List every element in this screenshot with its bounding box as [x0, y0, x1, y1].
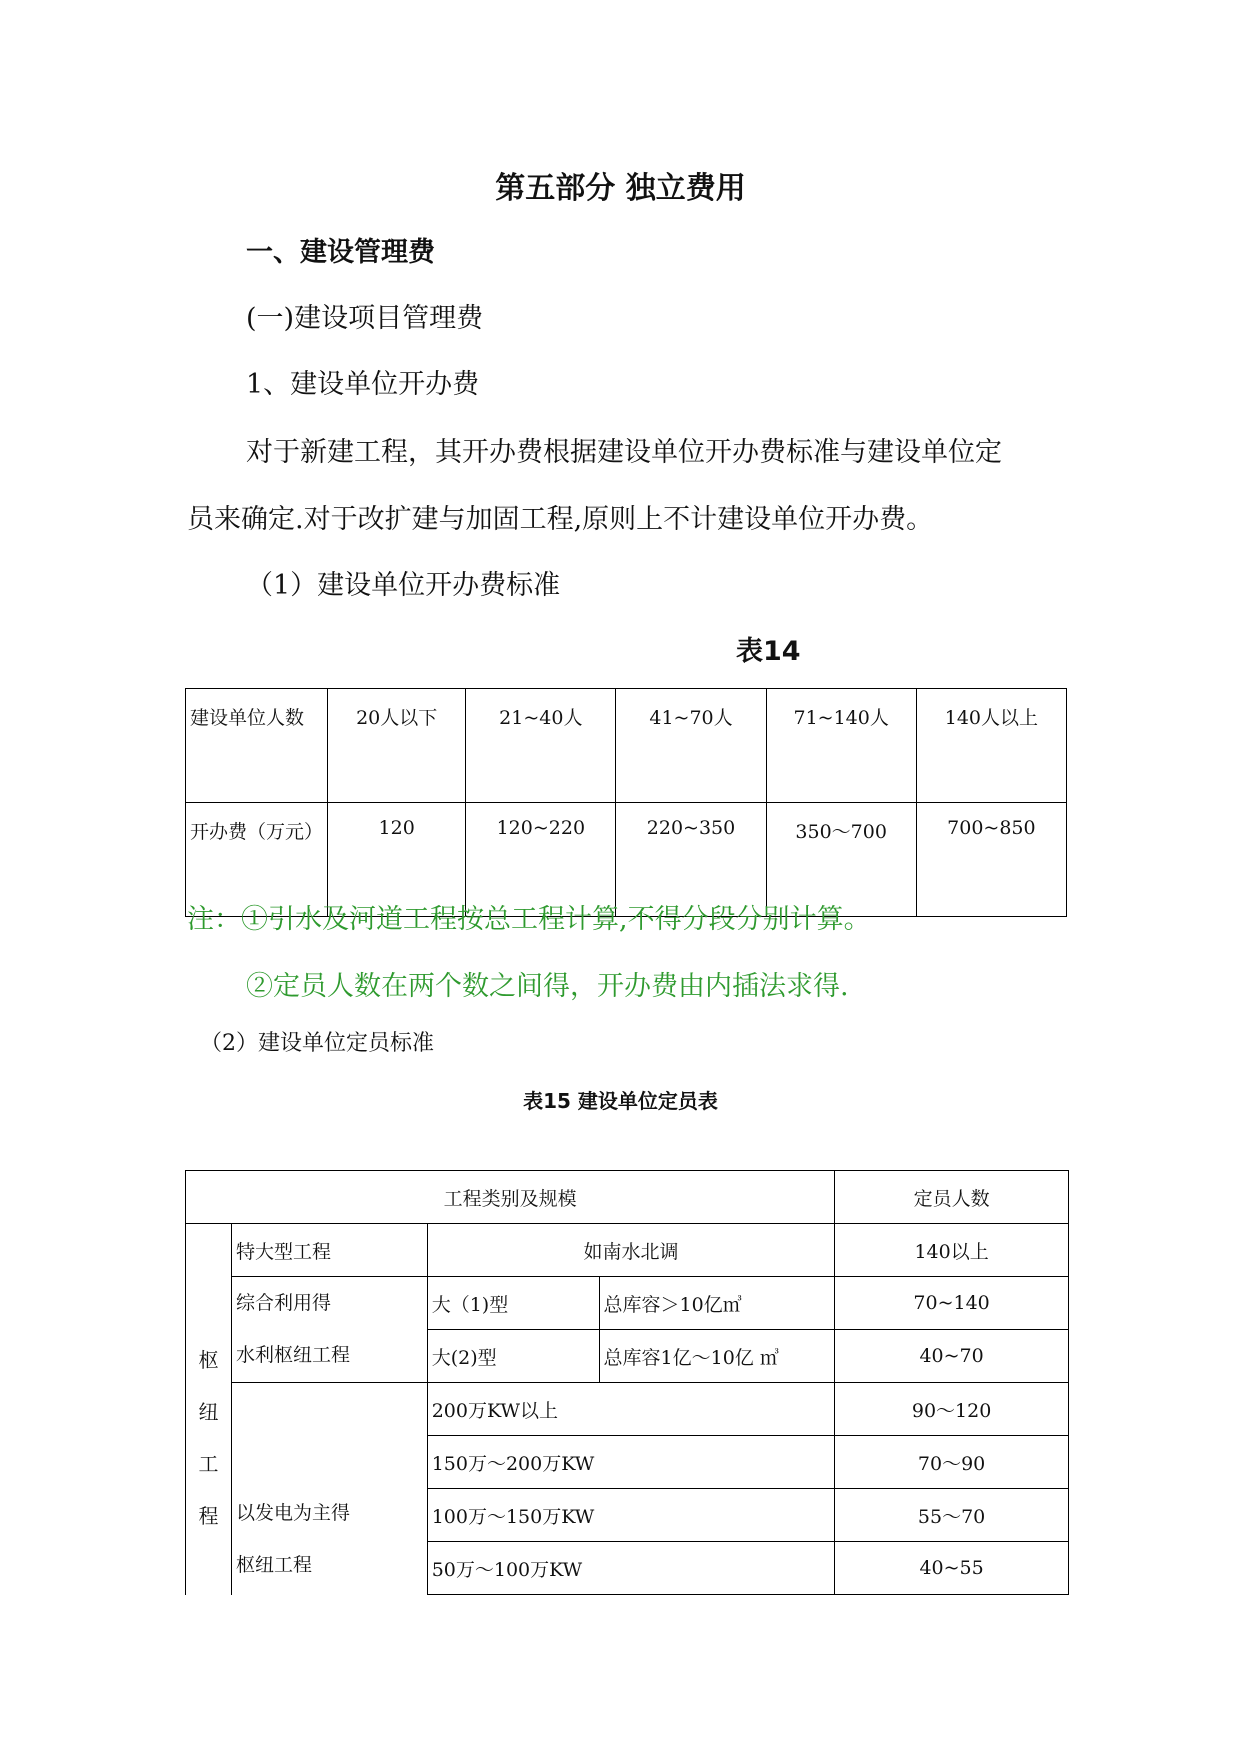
paragraph-line-2: 员来确定.对于改扩建与加固工程,原则上不计建设单位开办费。: [187, 504, 934, 535]
group-label-char: 纽: [198, 1400, 219, 1424]
table-header-cell: 工程类别及规模: [186, 1171, 835, 1224]
table-cell: 140以上: [835, 1224, 1069, 1277]
subitem-1: （1）建设单位开办费标准: [246, 570, 561, 601]
table-cell: 50万～100万KW: [427, 1542, 835, 1595]
table-cell: 120~220: [466, 803, 616, 917]
table-cell: 100万～150万KW: [427, 1489, 835, 1542]
table-cell: 200万KW以上: [427, 1383, 835, 1436]
table-cell: 120: [328, 803, 466, 917]
table-cell: 总库容＞10亿㎥: [599, 1277, 835, 1330]
table-cell: 大(2)型: [427, 1330, 599, 1383]
subitem-2: （2）建设单位定员标准: [200, 1031, 434, 1056]
category-label: 综合利用得: [235, 1292, 331, 1314]
table-cell: 总库容1亿～10亿 ㎥: [599, 1330, 835, 1383]
note-1: 注：①引水及河道工程按总工程计算,不得分段分别计算。: [187, 904, 871, 935]
table-row: [186, 689, 1067, 803]
category-cell: [231, 1277, 427, 1383]
note-2: ②定员人数在两个数之间得，开办费由内插法求得.: [246, 971, 849, 1002]
table-15: [185, 1170, 1069, 1595]
table-cell: 700~850: [916, 803, 1066, 917]
table-row: [186, 1224, 1069, 1277]
category-label: 水利枢纽工程: [235, 1344, 350, 1366]
table-cell: 特大型工程: [231, 1224, 427, 1277]
item-heading: 1、建设单位开办费: [246, 369, 480, 400]
table-cell: 220~350: [616, 803, 766, 917]
table-cell: 如南水北调: [427, 1224, 835, 1277]
page-title: 第五部分 独立费用: [495, 171, 746, 206]
table-row: [186, 1277, 1069, 1330]
table-row: [186, 1383, 1069, 1436]
category-label: 以发电为主得: [235, 1502, 350, 1524]
table-cell: 70~140: [835, 1277, 1069, 1330]
table-cell: 140人以上: [916, 689, 1066, 803]
category-label: 枢纽工程: [235, 1554, 312, 1576]
section-heading: 一、建设管理费: [246, 237, 435, 268]
table-cell: 建设单位人数: [186, 689, 328, 803]
group-label-char: 枢: [198, 1348, 219, 1372]
table-cell: 55～70: [835, 1489, 1069, 1542]
table-cell: 40~55: [835, 1542, 1069, 1595]
table-cell: 开办费（万元）: [186, 803, 328, 917]
table-row: [186, 1171, 1069, 1224]
table-cell: 大（1)型: [427, 1277, 599, 1330]
table-header-cell: 定员人数: [835, 1171, 1069, 1224]
table-14: [185, 688, 1067, 917]
paragraph-line-1: 对于新建工程，其开办费根据建设单位开办费标准与建设单位定: [246, 437, 1002, 468]
table-cell: 150万～200万KW: [427, 1436, 835, 1489]
table15-caption: 表15 建设单位定员表: [523, 1089, 718, 1113]
table-cell: 70～90: [835, 1436, 1069, 1489]
table-cell: 21~40人: [466, 689, 616, 803]
table-cell: 40~70: [835, 1330, 1069, 1383]
table-cell: 71~140人: [766, 689, 916, 803]
group-label-cell: [186, 1224, 232, 1595]
table-cell: 90～120: [835, 1383, 1069, 1436]
category-cell: [231, 1383, 427, 1595]
table-cell: 20人以下: [328, 689, 466, 803]
subsection-heading: (一)建设项目管理费: [246, 303, 484, 334]
table-cell: 350～700: [766, 803, 916, 917]
group-label-char: 工: [198, 1452, 219, 1476]
group-label-char: 程: [198, 1504, 219, 1528]
table14-caption: 表14: [736, 636, 801, 667]
table-cell: 41~70人: [616, 689, 766, 803]
